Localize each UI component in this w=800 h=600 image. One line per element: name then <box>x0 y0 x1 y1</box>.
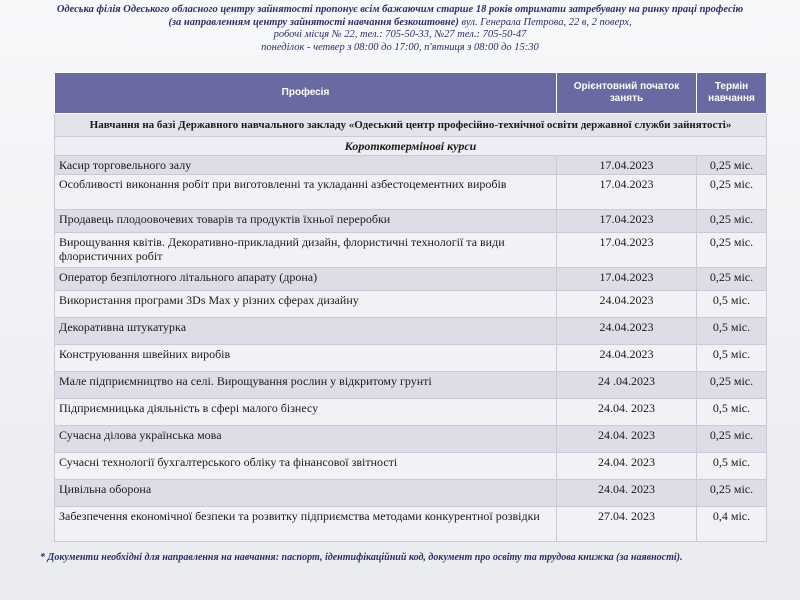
documents-footnote: * Документи необхідні для направлення на навчання: паспорт, ідентифікаційний код, документ про освіту та трудова книжка (за наявності). <box>40 552 683 563</box>
header-line-2-bold: (за направленням центру зайнятості навчання безкоштовне) <box>168 16 459 28</box>
table-row <box>55 399 767 426</box>
term-cell: 0,5 міс. <box>697 345 767 372</box>
start-date-cell: 17.04.2023 <box>557 210 697 233</box>
term-cell: 0,25 міс. <box>697 372 767 399</box>
term-cell: 0,25 міс. <box>697 156 767 175</box>
table-row <box>55 426 767 453</box>
profession-cell: Підприємницька діяльність в сфері малого бізнесу <box>55 399 557 426</box>
header-hours: понеділок - четвер з 08:00 до 17:00, п'ятниця з 08:00 до 15:30 <box>261 41 539 53</box>
start-date-cell: 24.04. 2023 <box>557 453 697 480</box>
start-date-cell: 17.04.2023 <box>557 175 697 210</box>
term-cell: 0,25 міс. <box>697 480 767 507</box>
column-header-start: Орієнтовний початок занять <box>557 73 697 114</box>
start-date-cell: 17.04.2023 <box>557 156 697 175</box>
start-date-cell: 24.04.2023 <box>557 291 697 318</box>
institution-cell: Навчання на базі Державного навчального закладу «Одеський центр професійно-технічної освіти державної служби зайнятості» <box>55 114 767 137</box>
header-line-2 <box>0 17 800 30</box>
profession-cell: Особливості виконання робіт при виготовленні та укладанні азбестоцементних виробів <box>55 175 557 210</box>
courses-table <box>54 72 767 542</box>
start-date-cell: 17.04.2023 <box>557 233 697 268</box>
term-cell: 0,4 міс. <box>697 507 767 542</box>
profession-cell: Продавець плодоовочевих товарів та продуктів їхньої переробки <box>55 210 557 233</box>
page-header <box>0 4 800 54</box>
table-row <box>55 318 767 345</box>
table-row <box>55 156 767 175</box>
term-cell: 0,25 міс. <box>697 426 767 453</box>
profession-cell: Касир торговельного залу <box>55 156 557 175</box>
courses-table-wrapper <box>54 72 766 542</box>
table-row <box>55 268 767 291</box>
profession-cell: Декоративна штукатурка <box>55 318 557 345</box>
term-cell: 0,5 міс. <box>697 399 767 426</box>
profession-cell: Використання програми 3Ds Max у різних сферах дизайну <box>55 291 557 318</box>
profession-cell: Сучасна ділова українська мова <box>55 426 557 453</box>
term-cell: 0,5 міс. <box>697 291 767 318</box>
start-date-cell: 24.04. 2023 <box>557 480 697 507</box>
header-phones: робочі місця № 22, тел.: 705-50-33, №27 тел.: 705-50-47 <box>273 29 527 41</box>
table-row <box>55 345 767 372</box>
table-row <box>55 480 767 507</box>
profession-cell: Вирощування квітів. Декоративно-прикладний дизайн, флористичні технології та види флористичних робіт <box>55 233 557 268</box>
header-line-1: Одеська філія Одеського обласного центру зайнятості пропонує всім бажаючим старше 18 років отримати затребувану на ринку праці професію <box>56 4 744 15</box>
table-row <box>55 453 767 480</box>
start-date-cell: 24.04. 2023 <box>557 426 697 453</box>
start-date-cell: 17.04.2023 <box>557 268 697 291</box>
start-date-cell: 24.04.2023 <box>557 345 697 372</box>
start-date-cell: 27.04. 2023 <box>557 507 697 542</box>
table-row <box>55 291 767 318</box>
table-row <box>55 372 767 399</box>
term-cell: 0,5 міс. <box>697 453 767 480</box>
section-row <box>55 137 767 156</box>
start-date-cell: 24 .04.2023 <box>557 372 697 399</box>
table-row <box>55 175 767 210</box>
profession-cell: Цивільна оборона <box>55 480 557 507</box>
institution-row <box>55 114 767 137</box>
profession-cell: Забезпечення економічної безпеки та розвитку підприємства методами конкурентної розвідки <box>55 507 557 542</box>
table-header-row <box>55 73 767 114</box>
start-date-cell: 24.04. 2023 <box>557 399 697 426</box>
section-cell: Короткотермінові курси <box>55 137 767 156</box>
column-header-term: Термін навчання <box>697 73 767 114</box>
column-header-profession: Професія <box>55 73 557 114</box>
table-row <box>55 507 767 542</box>
term-cell: 0,25 міс. <box>697 175 767 210</box>
profession-cell: Конструювання швейних виробів <box>55 345 557 372</box>
profession-cell: Мале підприємництво на селі. Вирощування рослин у відкритому грунті <box>55 372 557 399</box>
term-cell: 0,25 міс. <box>697 233 767 268</box>
profession-cell: Оператор безпілотного літального апарату (дрона) <box>55 268 557 291</box>
term-cell: 0,5 міс. <box>697 318 767 345</box>
profession-cell: Сучасні технології бухгалтерського обліку та фінансової звітності <box>55 453 557 480</box>
term-cell: 0,25 міс. <box>697 268 767 291</box>
header-address: вул. Генерала Петрова, 22 в, 2 поверх, <box>461 16 632 28</box>
term-cell: 0,25 міс. <box>697 210 767 233</box>
table-row <box>55 233 767 268</box>
start-date-cell: 24.04.2023 <box>557 318 697 345</box>
table-row <box>55 210 767 233</box>
